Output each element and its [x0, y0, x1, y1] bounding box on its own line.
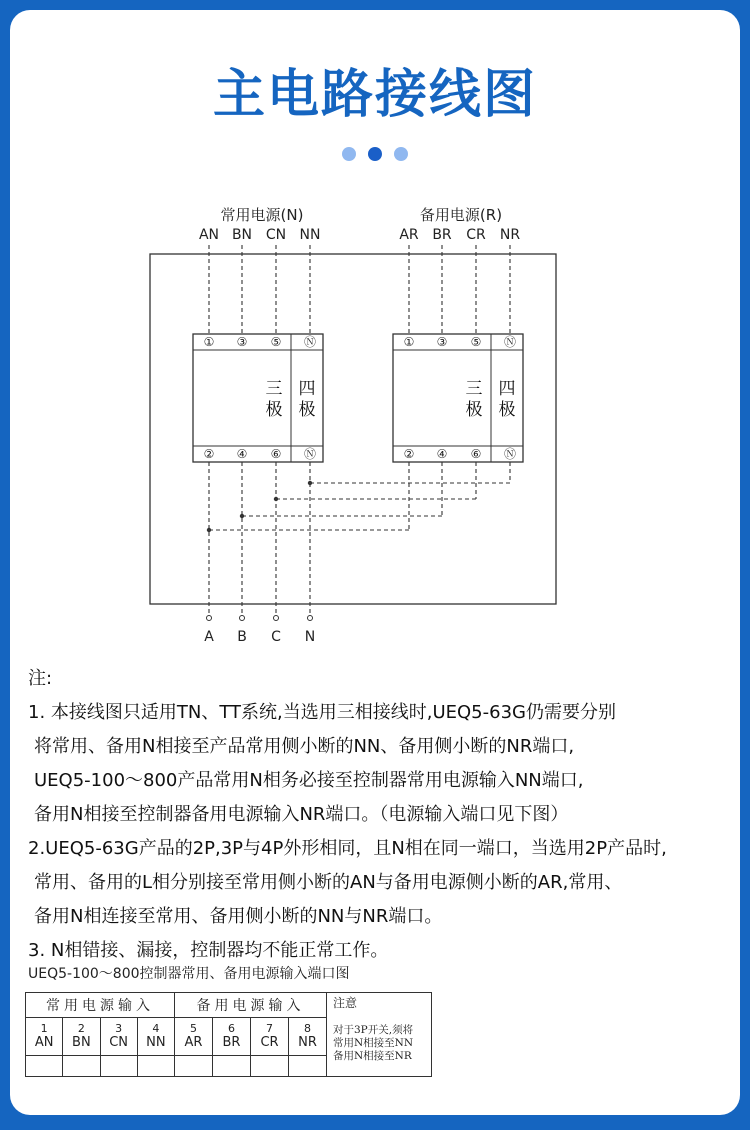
port-number: 8 [304, 1022, 311, 1035]
port-cell [251, 1018, 289, 1056]
pin-label: ② [403, 447, 415, 461]
output-label: C [271, 629, 281, 645]
port-name: CN [109, 1035, 129, 1050]
output-terminal-icon [274, 616, 279, 621]
three-pole-label: 极 [465, 400, 483, 420]
port-name: NN [146, 1035, 166, 1050]
normal-source-label: 常用电源(N) [220, 206, 304, 224]
pin-label: Ⓝ [303, 447, 317, 461]
three-pole-label: 三 [465, 379, 483, 399]
pin-label: ① [403, 335, 415, 349]
port-note-line: 对于3P开关,须将 [333, 1024, 414, 1036]
note-line: 2.UEQ5-63G产品的2P,3P与4P外形相同，且N相在同一端口，当选用2P产品时, [28, 838, 667, 859]
port-name: CR [260, 1035, 279, 1050]
port-name: BN [72, 1035, 91, 1050]
blank-cell [289, 1056, 327, 1077]
pin-label: ⑤ [470, 335, 482, 349]
pin-label: ② [203, 447, 215, 461]
port-note-line: 常用N相接至NN [333, 1037, 414, 1049]
output-terminal-icon [240, 616, 245, 621]
three-pole-label: 三 [265, 379, 283, 399]
output-terminal-icon [207, 616, 212, 621]
port-cell [137, 1018, 174, 1056]
terminal-label: BR [432, 227, 452, 243]
junction-dot [240, 514, 244, 518]
port-note-line: 备用N相接至NR [333, 1050, 412, 1062]
four-pole-label: 极 [298, 400, 316, 420]
blank-cell [251, 1056, 289, 1077]
port-cell [175, 1018, 213, 1056]
junction-dot [308, 481, 312, 485]
port-number: 6 [228, 1022, 235, 1035]
four-pole-label: 极 [498, 400, 516, 420]
blank-cell [100, 1056, 137, 1077]
port-name: AR [184, 1035, 203, 1050]
port-cell [100, 1018, 137, 1056]
note-line: 备用N相连接至常用、备用侧小断的NN与NR端口。 [34, 906, 443, 927]
blank-cell [213, 1056, 251, 1077]
pin-label: ③ [436, 335, 448, 349]
junction-dot [274, 497, 278, 501]
port-table-title: UEQ5-100～800控制器常用、备用电源输入端口图 [28, 966, 350, 982]
source-labels [221, 206, 503, 224]
pin-label: ① [203, 335, 215, 349]
output-label: A [204, 629, 214, 645]
pin-label: ⑥ [270, 447, 282, 461]
note-line: 3. N相错接、漏接，控制器均不能正常工作。 [28, 940, 389, 961]
normal-breaker [193, 334, 323, 462]
four-pole-label: 四 [498, 379, 516, 399]
four-pole-label: 四 [298, 379, 316, 399]
pin-label: ④ [436, 447, 448, 461]
output-terminal-icon [308, 616, 313, 621]
normal-input-header: 常用电源输入 [26, 993, 175, 1018]
terminal-label: NN [299, 227, 321, 243]
terminal-label: AN [198, 227, 220, 243]
note-line: 备用N相接至控制器备用电源输入NR端口。（电源输入端口见下图） [34, 804, 569, 825]
terminal-label: NR [499, 227, 521, 243]
port-number: 3 [115, 1022, 123, 1035]
blank-cell [26, 1056, 63, 1077]
backup-source-label: 备用电源(R) [419, 206, 503, 224]
port-number: 5 [190, 1022, 197, 1035]
blank-cell [175, 1056, 213, 1077]
pin-label: Ⓝ [503, 335, 517, 349]
port-name: BR [222, 1035, 241, 1050]
port-note-cell [327, 993, 432, 1077]
blank-cell [137, 1056, 174, 1077]
pin-label: ③ [236, 335, 248, 349]
port-cell [289, 1018, 327, 1056]
pin-label: ⑥ [470, 447, 482, 461]
three-pole-label: 极 [265, 400, 283, 420]
notes-section [28, 662, 738, 968]
terminal-label: BN [231, 227, 253, 243]
pin-label: ⑤ [270, 335, 282, 349]
pin-label: Ⓝ [503, 447, 517, 461]
blank-cell [63, 1056, 100, 1077]
pin-label: Ⓝ [303, 335, 317, 349]
junction-dot [207, 528, 211, 532]
port-number: 4 [152, 1022, 160, 1035]
output-label: B [237, 629, 247, 645]
note-line: 常用、备用的L相分别接至常用侧小断的AN与备用电源侧小断的AR,常用、 [34, 872, 623, 893]
port-number: 1 [40, 1022, 48, 1035]
pin-label: ④ [236, 447, 248, 461]
port-number: 2 [77, 1022, 85, 1035]
note-line: 将常用、备用N相接至产品常用侧小断的NN、备用侧小断的NR端口, [34, 736, 575, 757]
port-note-title: 注意 [333, 996, 358, 1010]
port-table [25, 992, 432, 1077]
page-title: 主电路接线图 [212, 65, 537, 125]
terminal-label: CN [265, 227, 287, 243]
terminal-label: AR [399, 227, 419, 243]
port-name: AN [34, 1035, 54, 1050]
port-cell [213, 1018, 251, 1056]
terminal-label: CR [466, 227, 486, 243]
port-cell [26, 1018, 63, 1056]
backup-breaker [393, 334, 523, 462]
output-label: N [304, 629, 316, 645]
notes-heading: 注: [28, 668, 53, 689]
backup-input-header: 备用电源输入 [175, 993, 327, 1018]
note-line: UEQ5-100～800产品常用N相务必接至控制器常用电源输入NN端口, [34, 770, 584, 791]
port-number: 7 [266, 1022, 273, 1035]
note-line: 1. 本接线图只适用TN、TT系统,当选用三相接线时,UEQ5-63G仍需要分别 [28, 702, 616, 723]
port-name: NR [298, 1035, 317, 1050]
port-cell [63, 1018, 100, 1056]
